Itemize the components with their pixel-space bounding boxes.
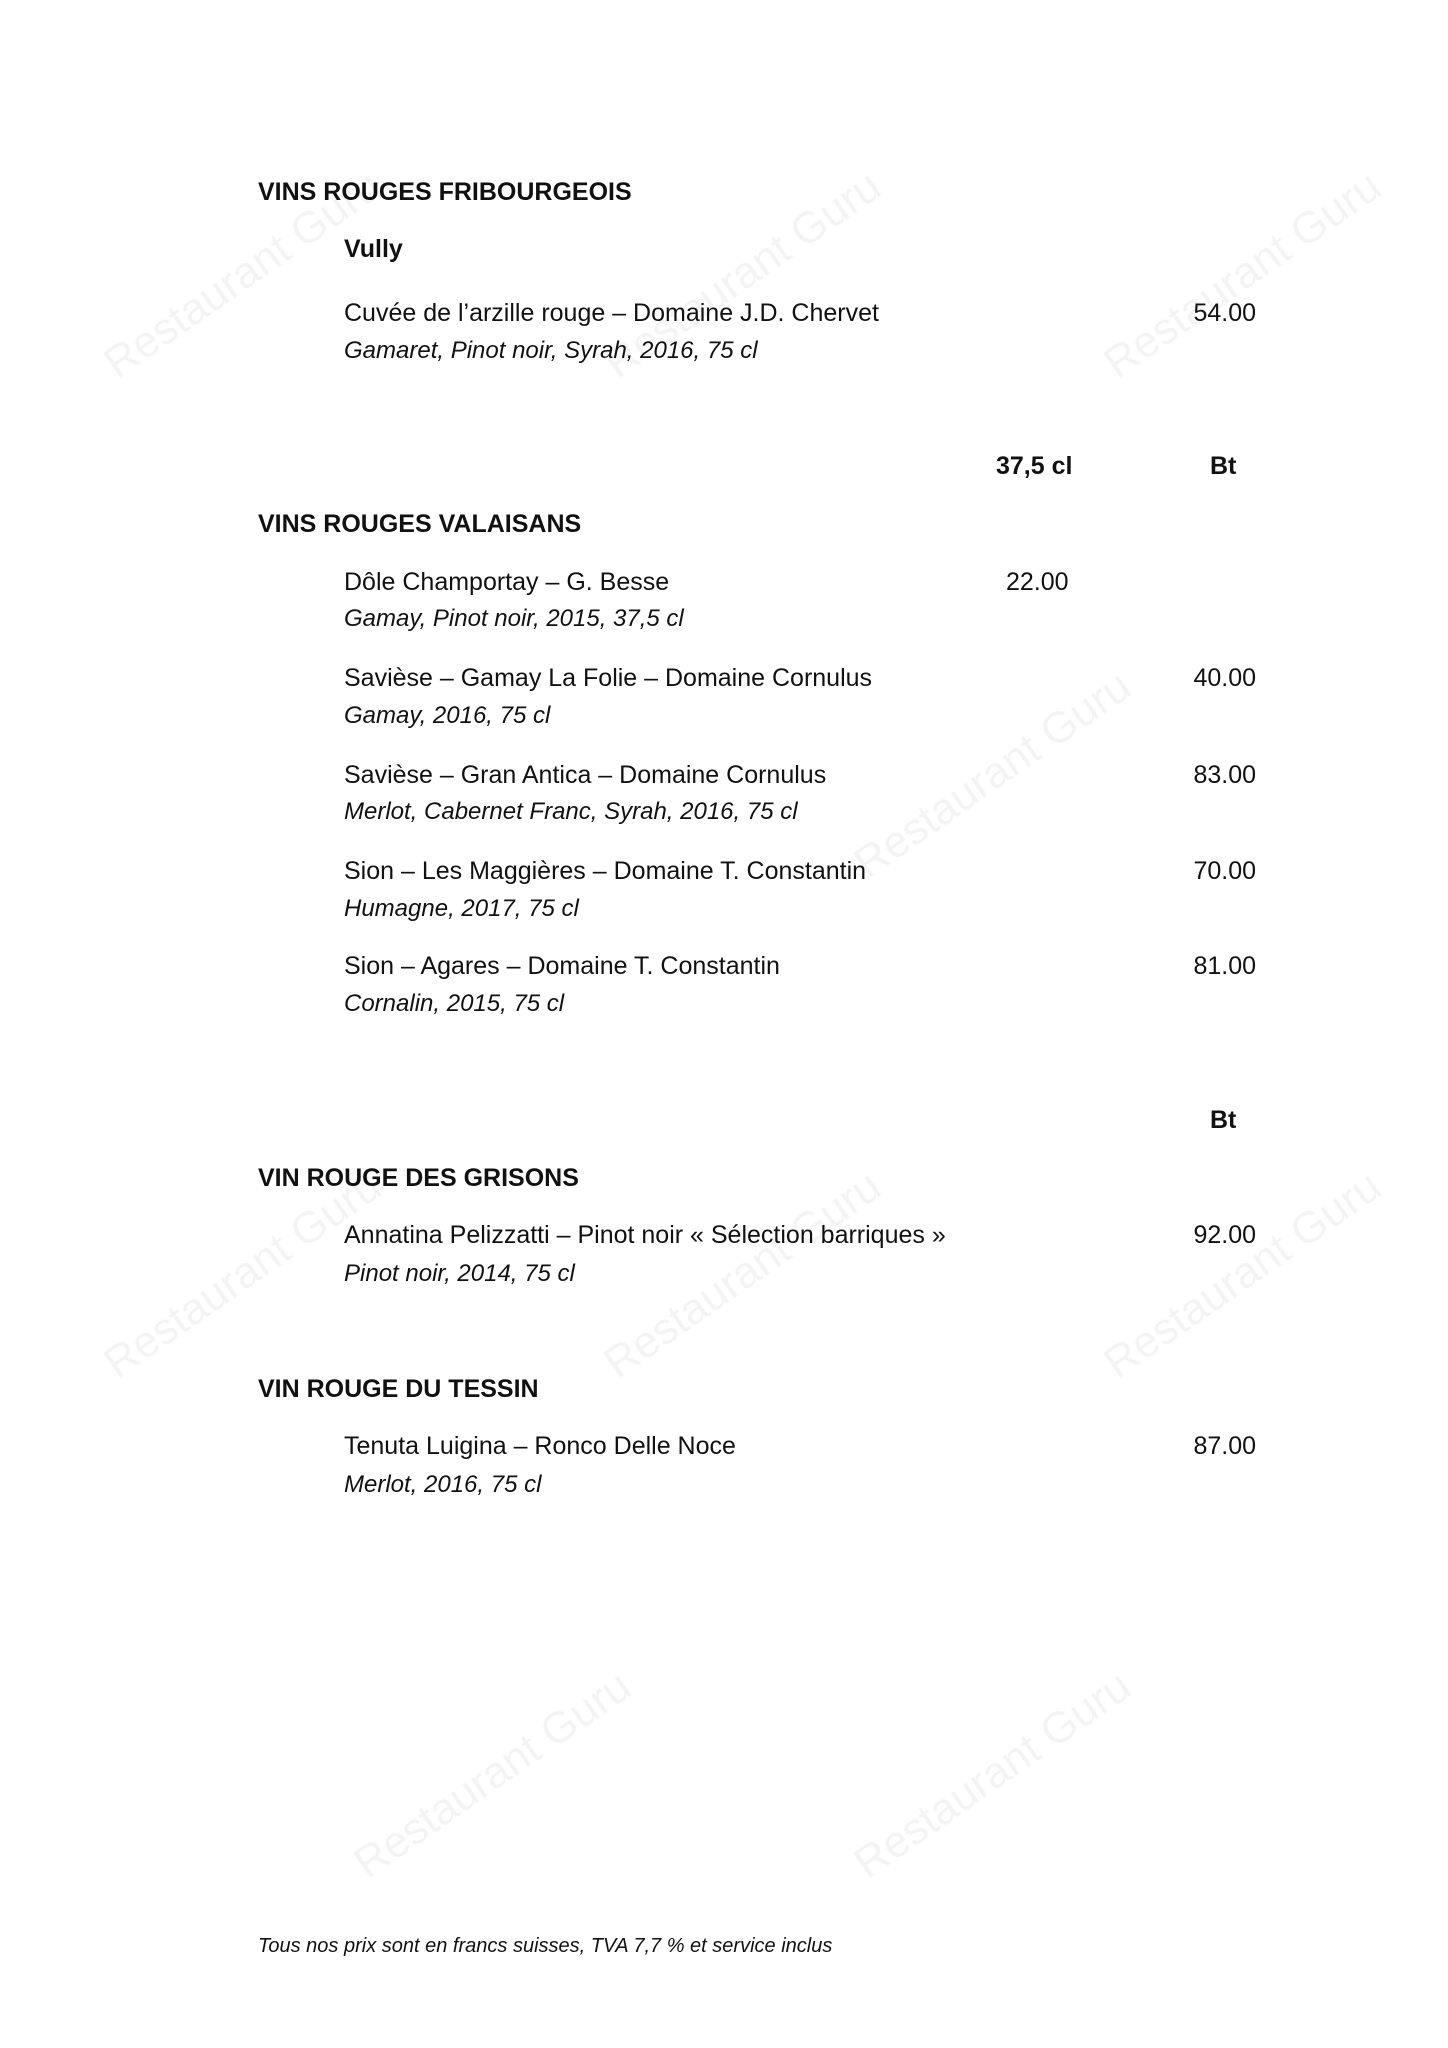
wine-description: Gamaret, Pinot noir, Syrah, 2016, 75 cl [344,337,758,364]
watermark [1095,161,1390,389]
wine-name: Savièse – Gran Antica – Domaine Cornulus [344,761,827,789]
wine-price-bottle: 54.00 [1193,299,1256,327]
watermark [1095,1161,1390,1389]
section-title-tessin: VIN ROUGE DU TESSIN [258,1375,539,1403]
footer-note: Tous nos prix sont en francs suisses, TVA 7,7 % et service inclus [258,1935,833,1957]
wine-price-bottle: 92.00 [1193,1221,1256,1249]
wine-price-bottle: 70.00 [1193,857,1256,885]
wine-description: Humagne, 2017, 75 cl [344,895,579,922]
wine-description: Merlot, 2016, 75 cl [344,1471,542,1498]
wine-name: Cuvée de l’arzille rouge – Domaine J.D. Chervet [344,299,879,327]
wine-name: Sion – Les Maggières – Domaine T. Constantin [344,857,867,885]
column-header-bottle: Bt [1210,452,1237,480]
wine-price-bottle: 40.00 [1193,664,1256,692]
wine-description: Pinot noir, 2014, 75 cl [344,1260,575,1287]
wine-price-half: 22.00 [1006,568,1069,596]
wine-price-bottle: 87.00 [1193,1432,1256,1460]
section-title-valaisans: VINS ROUGES VALAISANS [258,510,582,538]
wine-description: Gamay, Pinot noir, 2015, 37,5 cl [344,605,684,632]
wine-name: Sion – Agares – Domaine T. Constantin [344,952,780,980]
watermark [345,1661,640,1889]
wine-price-bottle: 81.00 [1193,952,1256,980]
section-title-grisons: VIN ROUGE DES GRISONS [258,1164,579,1192]
wine-name: Savièse – Gamay La Folie – Domaine Cornulus [344,664,873,692]
wine-name: Annatina Pelizzatti – Pinot noir « Sélection barriques » [344,1221,946,1249]
section-subtitle-vully: Vully [344,235,403,263]
wine-description: Gamay, 2016, 75 cl [344,702,551,729]
watermark [845,1661,1140,1889]
wine-name: Dôle Champortay – G. Besse [344,568,670,596]
wine-name: Tenuta Luigina – Ronco Delle Noce [344,1432,736,1460]
wine-description: Cornalin, 2015, 75 cl [344,990,565,1017]
wine-description: Merlot, Cabernet Franc, Syrah, 2016, 75 cl [344,798,798,825]
column-header-half-bottle: 37,5 cl [996,452,1073,480]
watermark [845,661,1140,889]
watermark [595,1161,890,1389]
section-title-fribourgeois: VINS ROUGES FRIBOURGEOIS [258,178,632,206]
wine-price-bottle: 83.00 [1193,761,1256,789]
column-header-bottle: Bt [1210,1106,1237,1134]
